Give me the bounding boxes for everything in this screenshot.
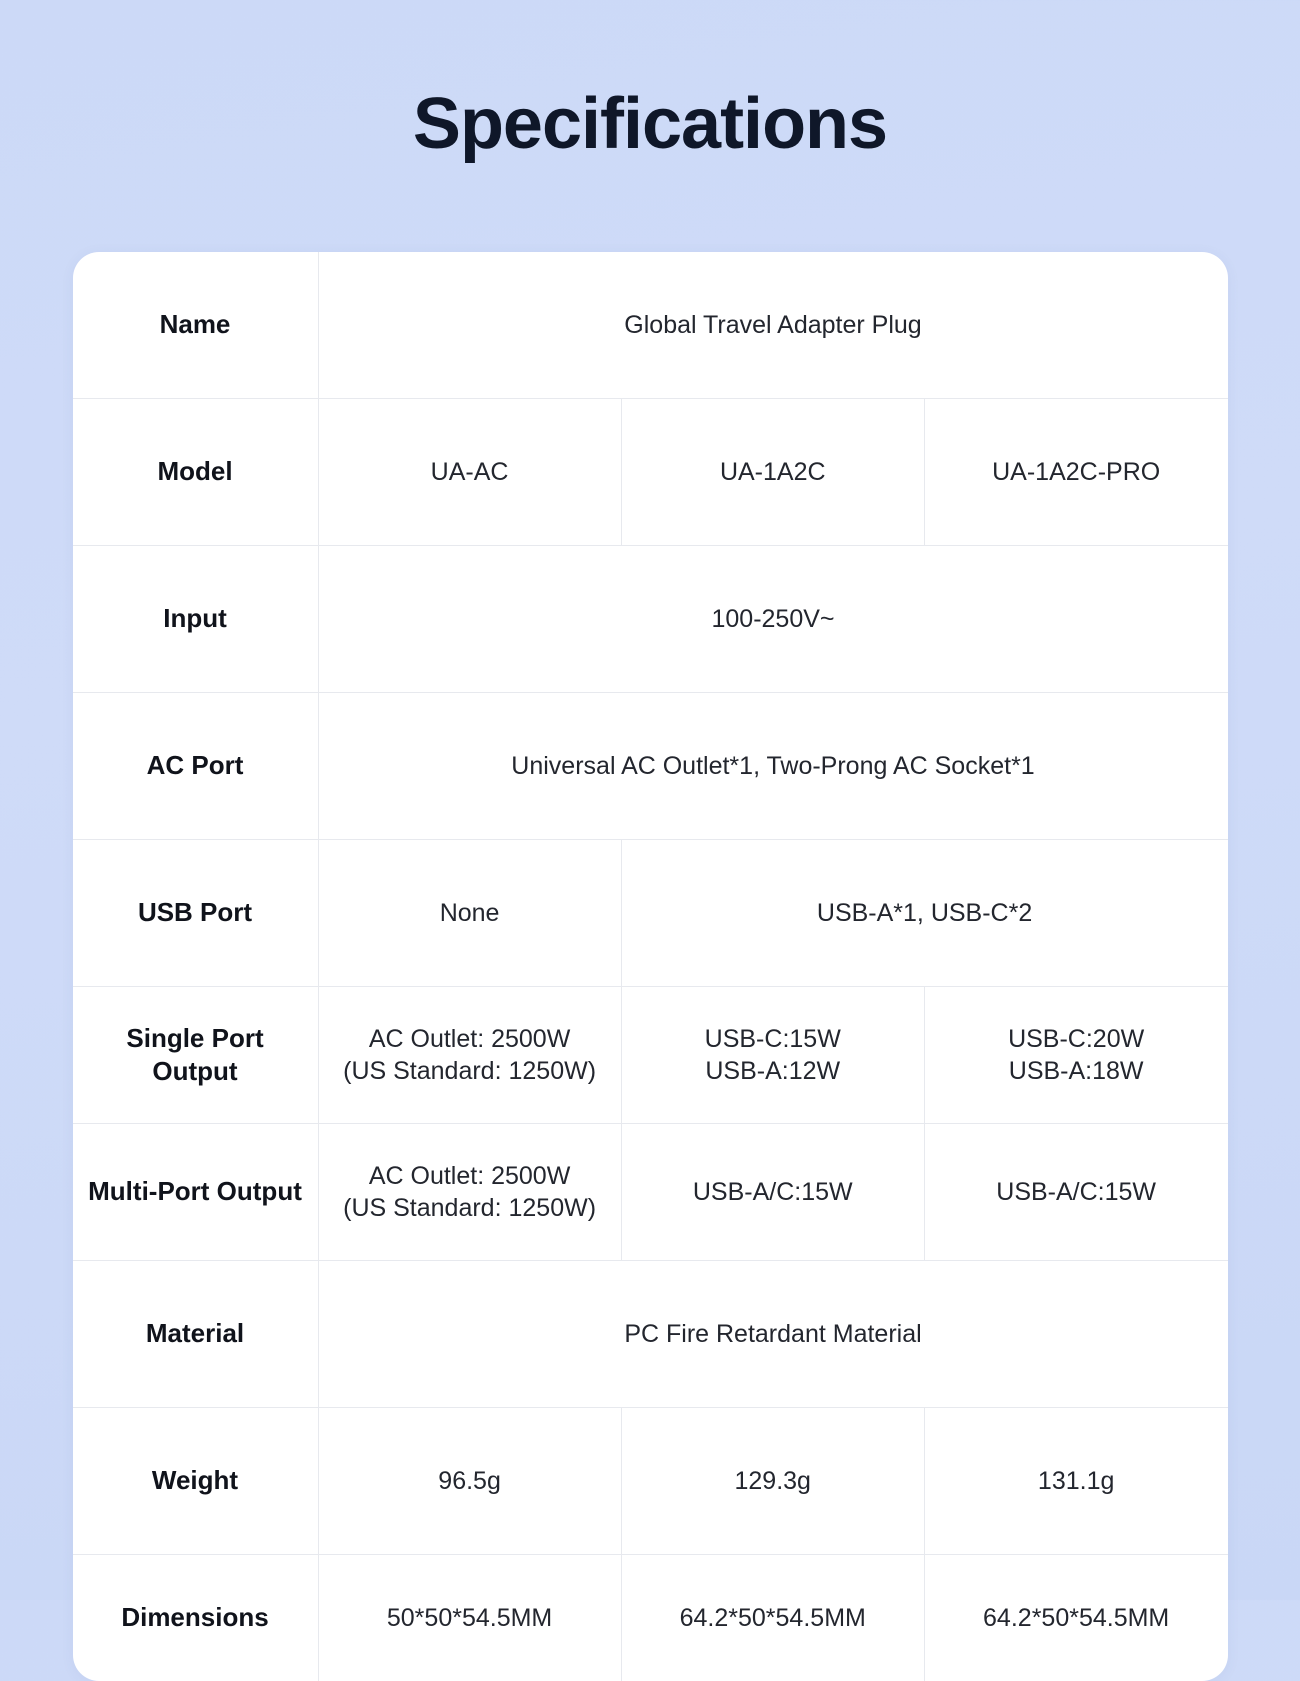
row-value [924,987,1227,1124]
row-label: Name [73,252,319,399]
row-label: USB Port [73,840,319,987]
row-label: Input [73,546,319,693]
table-row [73,252,1228,399]
table-row [73,693,1228,840]
row-value: None [318,840,621,987]
row-value [318,1124,621,1261]
row-value: 96.5g [318,1408,621,1555]
row-value: 64.2*50*54.5MM [924,1555,1227,1681]
value-line-1: AC Outlet: 2500W [329,1023,611,1055]
page-title: Specifications [413,88,887,160]
row-value: UA-1A2C-PRO [924,399,1227,546]
row-label: AC Port [73,693,319,840]
row-value: 64.2*50*54.5MM [621,1555,924,1681]
specifications-table [73,252,1228,1681]
row-value: 50*50*54.5MM [318,1555,621,1681]
row-value: USB-A/C:15W [924,1124,1227,1261]
row-value: PC Fire Retardant Material [318,1261,1228,1408]
row-value [318,987,621,1124]
specifications-card [73,252,1228,1681]
value-line-2: (US Standard: 1250W) [329,1055,611,1087]
table-row [73,399,1228,546]
row-value: 129.3g [621,1408,924,1555]
table-row [73,546,1228,693]
row-value: USB-A/C:15W [621,1124,924,1261]
table-row [73,987,1228,1124]
table-row [73,1124,1228,1261]
row-label: Material [73,1261,319,1408]
row-label: Dimensions [73,1555,319,1681]
table-row [73,1261,1228,1408]
table-row [73,840,1228,987]
table-row [73,1555,1228,1681]
row-value: UA-AC [318,399,621,546]
value-line-2: USB-A:18W [935,1055,1218,1087]
value-line-1: USB-C:20W [935,1023,1218,1055]
row-value: Global Travel Adapter Plug [318,252,1228,399]
value-line-1: USB-C:15W [632,1023,914,1055]
row-value: Universal AC Outlet*1, Two-Prong AC Socket*1 [318,693,1228,840]
value-line-2: (US Standard: 1250W) [329,1192,611,1224]
row-label: Single Port Output [73,987,319,1124]
value-line-1: AC Outlet: 2500W [329,1160,611,1192]
row-value [621,987,924,1124]
row-value: 131.1g [924,1408,1227,1555]
row-label: Weight [73,1408,319,1555]
row-value: USB-A*1, USB-C*2 [621,840,1227,987]
row-label: Model [73,399,319,546]
row-value: 100-250V~ [318,546,1228,693]
value-line-2: USB-A:12W [632,1055,914,1087]
row-label: Multi-Port Output [73,1124,319,1261]
row-value: UA-1A2C [621,399,924,546]
table-row [73,1408,1228,1555]
